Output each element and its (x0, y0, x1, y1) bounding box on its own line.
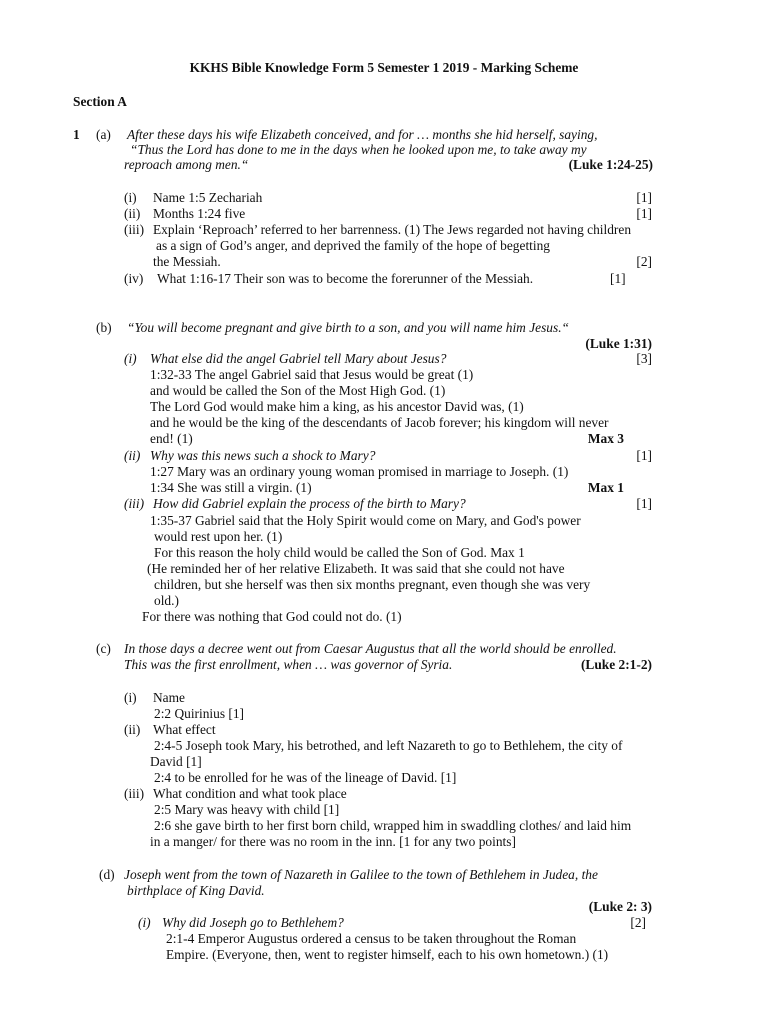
item-number: (iv) (124, 271, 144, 286)
item-number: (i) (124, 351, 137, 366)
answer-text: What 1:16-17 Their son was to become the forerunner of the Messiah. (157, 271, 534, 286)
part-b-passage: “You will become pregnant and give birth to a son, and you will name him Jesus.“ (127, 320, 570, 335)
answer-text: 2:4 to be enrolled for he was of the lineage of David. [1] (154, 770, 457, 785)
question-number: 1 (73, 127, 80, 142)
mark: [2] (630, 915, 646, 930)
answer-text: 2:2 Quirinius [1] (154, 706, 245, 721)
part-a-label: (a) (96, 127, 111, 142)
question-text: What effect (153, 722, 216, 737)
answer-text: Empire. (Everyone, then, went to register himself, each to his own hometown.) (1) (166, 947, 609, 962)
part-d-passage-line: Joseph went from the town of Nazareth in Galilee to the town of Bethlehem in Judea, the (124, 867, 598, 882)
part-a-passage-line: reproach among men.“ (124, 157, 249, 172)
mark: [3] (636, 351, 652, 366)
answer-text: (He reminded her of her relative Elizabeth. It was said that she could not have (147, 561, 565, 576)
part-b-label: (b) (96, 320, 112, 335)
answer-text: end! (1) (150, 431, 193, 446)
part-c-passage-line: In those days a decree went out from Caesar Augustus that all the world should be enrolled. (124, 641, 617, 656)
part-d-label: (d) (99, 867, 115, 882)
max-mark: Max 1 (587, 480, 624, 495)
answer-text: Months 1:24 five (153, 206, 246, 221)
answer-text: as a sign of God’s anger, and deprived the family of the hope of begetting (156, 238, 551, 253)
answer-text: 1:32-33 The angel Gabriel said that Jesus would be great (1) (150, 367, 474, 382)
part-a-passage-line: After these days his wife Elizabeth conceived, and for … months she hid herself, saying, (127, 127, 598, 142)
item-number: (ii) (124, 448, 141, 463)
answer-text: 1:34 She was still a virgin. (1) (150, 480, 312, 495)
part-c-passage-line: This was the first enrollment, when … was governor of Syria. (124, 657, 453, 672)
mark: [1] (636, 206, 652, 221)
question-text: Why did Joseph go to Bethlehem? (162, 915, 344, 930)
answer-text: old.) (154, 593, 179, 608)
answer-text: in a manger/ for there was no room in the inn. [1 for any two points] (150, 834, 516, 849)
item-number: (ii) (124, 722, 141, 737)
answer-text: 2:6 she gave birth to her first born child, wrapped him in swaddling clothes/ and laid him (154, 818, 632, 833)
page-title: KKHS Bible Knowledge Form 5 Semester 1 2019 - Marking Scheme (189, 60, 579, 75)
answer-text: 2:5 Mary was heavy with child [1] (154, 802, 340, 817)
answer-text: 2:1-4 Emperor Augustus ordered a census to be taken throughout the Roman (166, 931, 577, 946)
part-a-passage-line: “Thus the Lord has done to me in the days when he looked upon me, to take away my (130, 142, 587, 157)
question-text: What condition and what took place (153, 786, 347, 801)
question-text: How did Gabriel explain the process of the birth to Mary? (153, 496, 466, 511)
question-text: Why was this news such a shock to Mary? (150, 448, 376, 463)
section-heading: Section A (73, 94, 127, 109)
part-d-passage-line: birthplace of King David. (127, 883, 265, 898)
answer-text: For there was nothing that God could not do. (1) (142, 609, 402, 624)
part-b-reference: (Luke 1:31) (585, 336, 652, 351)
answer-text: 2:4-5 Joseph took Mary, his betrothed, and left Nazareth to go to Bethlehem, the city of (154, 738, 623, 753)
answer-text: and he would be the king of the descendants of Jacob forever; his kingdom will never (150, 415, 609, 430)
answer-text: The Lord God would make him a king, as his ancestor David was, (1) (150, 399, 524, 414)
answer-text: the Messiah. (153, 254, 221, 269)
mark: [1] (636, 496, 652, 511)
part-a-reference: (Luke 1:24-25) (568, 157, 653, 172)
answer-text: Explain ‘Reproach’ referred to her barrenness. (1) The Jews regarded not having children (153, 222, 632, 237)
item-number: (iii) (124, 786, 145, 801)
part-d-reference: (Luke 2: 3) (588, 899, 652, 914)
part-c-reference: (Luke 2:1-2) (580, 657, 652, 672)
max-mark: Max 3 (587, 431, 624, 446)
item-number: (ii) (124, 206, 141, 221)
answer-text: and would be called the Son of the Most High God. (1) (150, 383, 446, 398)
mark: [1] (610, 271, 626, 286)
item-number: (i) (124, 690, 137, 705)
answer-text: children, but she herself was then six months pregnant, even though she was very (154, 577, 591, 592)
item-number: (iii) (124, 496, 145, 511)
question-text: Name (153, 690, 185, 705)
item-number: (iii) (124, 222, 145, 237)
answer-text: Name 1:5 Zechariah (153, 190, 263, 205)
item-number: (i) (138, 915, 151, 930)
answer-text: For this reason the holy child would be called the Son of God. Max 1 (154, 545, 525, 560)
question-text: What else did the angel Gabriel tell Mary about Jesus? (150, 351, 447, 366)
answer-text: 1:27 Mary was an ordinary young woman promised in marriage to Joseph. (1) (150, 464, 569, 479)
mark: [2] (636, 254, 652, 269)
part-c-label: (c) (96, 641, 111, 656)
answer-text: 1:35-37 Gabriel said that the Holy Spirit would come on Mary, and God's power (150, 513, 581, 528)
answer-text: would rest upon her. (1) (154, 529, 283, 544)
item-number: (i) (124, 190, 137, 205)
mark: [1] (636, 448, 652, 463)
mark: [1] (636, 190, 652, 205)
answer-text: David [1] (150, 754, 202, 769)
